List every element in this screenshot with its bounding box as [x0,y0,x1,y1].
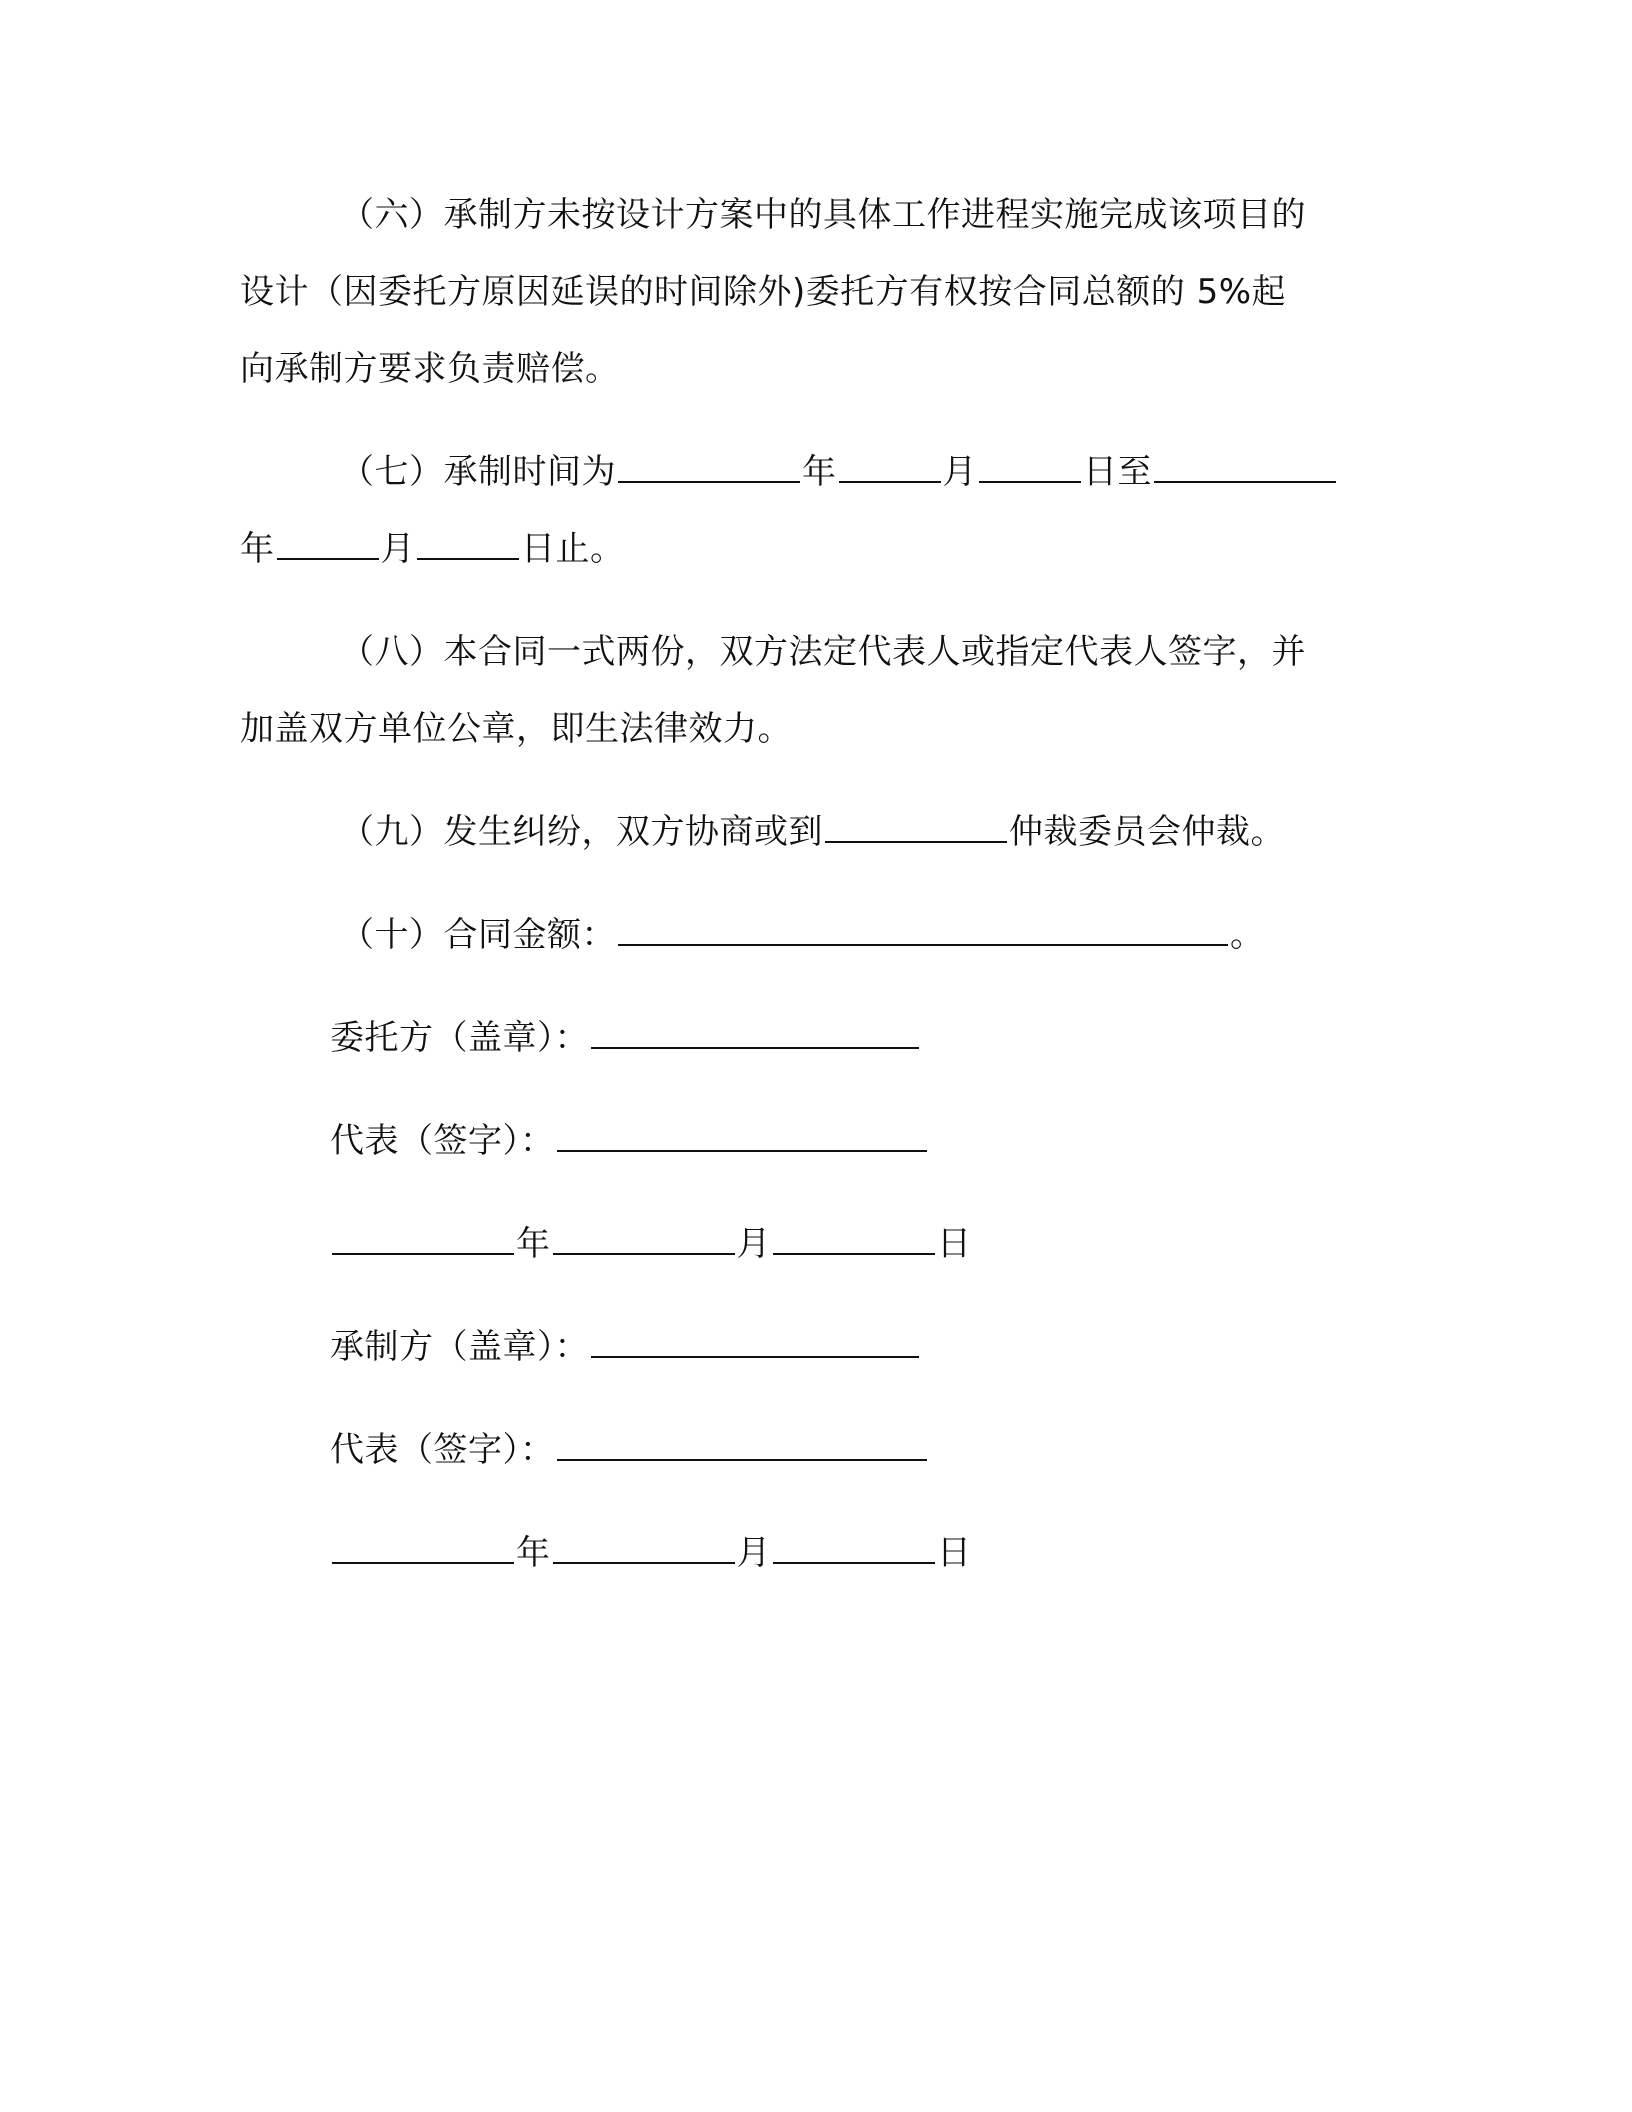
start-year-label: 年 [802,452,837,492]
client-seal-blank[interactable] [591,1017,919,1049]
client-rep-blank[interactable] [557,1120,927,1152]
contractor-month-blank[interactable] [553,1532,735,1564]
clause-9-suffix: 仲裁委员会仲裁。 [1009,812,1285,852]
clause-6-line-2: 设计（因委托方原因延误的时间除外)委托方有权按合同总额的 5%起 [240,272,1287,312]
contract-amount-blank[interactable] [618,914,1228,946]
clause-7-line-1 [340,450,1338,494]
clause-9-prefix: （九）发生纠纷，双方协商或到 [340,812,823,852]
client-year-blank[interactable] [332,1223,514,1255]
contractor-rep-label: 代表（签字）： [330,1430,555,1470]
clause-10-suffix: 。 [1230,915,1265,955]
contractor-date-line [330,1531,972,1575]
client-day-label: 日 [937,1224,972,1264]
contractor-seal-label: 承制方（盖章）： [330,1327,589,1367]
end-year-blank[interactable] [1154,451,1336,483]
client-date-line [330,1222,972,1266]
start-day-blank[interactable] [979,451,1081,483]
contractor-seal-blank[interactable] [591,1326,919,1358]
start-day-to-label: 日至 [1083,452,1152,492]
clause-6-line-1: （六）承制方未按设计方案中的具体工作进程实施完成该项目的 [340,195,1306,235]
end-year-label: 年 [240,529,275,569]
contractor-day-label: 日 [937,1533,972,1573]
contractor-seal-line [330,1325,921,1369]
client-rep-label: 代表（签字）： [330,1121,555,1161]
contractor-year-blank[interactable] [332,1532,514,1564]
clause-6-line-3: 向承制方要求负责赔偿。 [240,349,620,389]
clause-10-line [340,913,1265,957]
client-rep-line [330,1119,929,1163]
client-day-blank[interactable] [773,1223,935,1255]
client-year-label: 年 [516,1224,551,1264]
clause-9-line [340,810,1285,854]
contractor-month-label: 月 [736,1533,771,1573]
start-year-blank[interactable] [618,451,800,483]
end-day-blank[interactable] [417,528,519,560]
contractor-rep-blank[interactable] [557,1429,927,1461]
client-seal-line [330,1016,921,1060]
contractor-year-label: 年 [516,1533,551,1573]
end-month-label: 月 [380,529,415,569]
clause-10-prefix: （十）合同金额： [340,915,616,955]
end-month-blank[interactable] [277,528,379,560]
client-month-blank[interactable] [553,1223,735,1255]
contractor-day-blank[interactable] [773,1532,935,1564]
contractor-rep-line [330,1428,929,1472]
clause-8-line-1: （八）本合同一式两份，双方法定代表人或指定代表人签字，并 [340,632,1306,672]
client-seal-label: 委托方（盖章）： [330,1018,589,1058]
clause-7-prefix: （七）承制时间为 [340,452,616,492]
start-month-blank[interactable] [839,451,941,483]
clause-8-line-2: 加盖双方单位公章，即生法律效力。 [240,709,792,749]
client-month-label: 月 [736,1224,771,1264]
arbitration-committee-blank[interactable] [825,811,1007,843]
start-month-label: 月 [942,452,977,492]
end-day-label: 日止。 [521,529,625,569]
clause-7-line-2 [240,527,625,571]
